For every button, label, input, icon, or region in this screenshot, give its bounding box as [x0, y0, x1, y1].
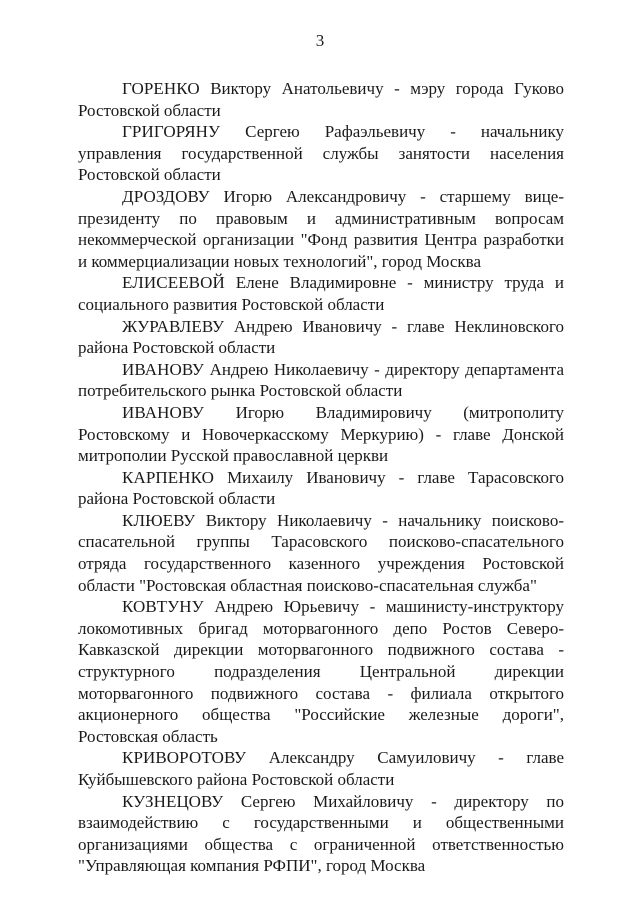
- entry-surname: КУЗНЕЦОВУ: [122, 791, 224, 811]
- entry-text: Андрею Ивановичу - главе Неклиновского района Ростовской области: [78, 316, 565, 358]
- entry-text: Сергею Михайловичу - директору по взаимодействию с государственными и общественными организациями общества с ограниченной ответственностью "Управляющая компания РФПИ", город Москва: [78, 791, 564, 876]
- entry-surname: ЕЛИСЕЕВОЙ: [122, 273, 225, 293]
- list-entry: [78, 316, 564, 359]
- entry-surname: КЛЮЕВУ: [122, 510, 196, 530]
- entry-surname: КАРПЕНКО: [122, 467, 215, 487]
- entry-surname: ГРИГОРЯНУ: [122, 122, 221, 142]
- list-entry: [78, 596, 564, 747]
- list-entry: [78, 78, 564, 121]
- entry-surname: ИВАНОВУ: [122, 402, 205, 422]
- entry-text: Игорю Владимировичу (митрополиту Ростовскому и Новочеркасскому Меркурию) - главе Донской митрополии Русской православной церкви: [78, 402, 565, 466]
- entry-surname: ДРОЗДОВУ: [122, 186, 210, 206]
- entry-text: Елене Владимировне - министру труда и социального развития Ростовской области: [78, 273, 564, 314]
- entry-text: Игорю Александровичу - старшему вице-президенту по правовым и административным вопросам некоммерческой организации "Фонд развития Центра разработки и коммерциализации новых технологий", город Москва: [78, 186, 564, 271]
- entry-surname: КОВТУНУ: [122, 597, 204, 617]
- list-entry: [78, 747, 564, 790]
- page-number: 3: [315, 31, 325, 50]
- entry-text: Александру Самуиловичу - главе Куйбышевского района Ростовской области: [78, 748, 564, 789]
- entry-text: Сергею Рафаэльевичу - начальнику управления государственной службы занятости населения Ростовской области: [78, 122, 564, 185]
- entry-surname: ИВАНОВУ: [122, 359, 205, 379]
- entry-surname: ЖУРАВЛЕВУ: [122, 316, 225, 336]
- list-entry: [78, 510, 564, 596]
- entry-text: Виктору Анатольевичу - мэру города Гуково Ростовской области: [78, 79, 565, 120]
- entry-surname: КРИВОРОТОВУ: [122, 748, 247, 768]
- list-entry: [78, 272, 564, 315]
- list-entry: [78, 467, 564, 510]
- entry-text: Михаилу Ивановичу - главе Тарасовского района Ростовской области: [78, 467, 564, 509]
- list-entry: [78, 402, 564, 467]
- entry-text: Андрею Юрьевичу - машинисту-инструктору локомотивных бригад моторвагонного депо Ростов Северо-Кавказской дирекции моторвагонного подвижного состава - структурного подразделения Центральной дирекции моторвагонного подвижного состава - филиала открытого акционерного общества "Российские железные дороги", Ростовская область: [78, 597, 565, 746]
- entry-text: Виктору Николаевичу - начальнику поисково-спасательной группы Тарасовского поисково-спасательного отряда государственного казенного учреждения Ростовской области "Ростовская областная поисково-спасательная служба": [78, 510, 565, 595]
- award-list: [78, 78, 564, 877]
- entry-surname: ГОРЕНКО: [122, 79, 200, 98]
- list-entry: [78, 186, 564, 272]
- list-entry: [78, 121, 564, 186]
- list-entry: [78, 359, 564, 402]
- list-entry: [78, 791, 564, 877]
- entry-text: Андрею Николаевичу - директору департамента потребительского рынка Ростовской области: [78, 359, 564, 401]
